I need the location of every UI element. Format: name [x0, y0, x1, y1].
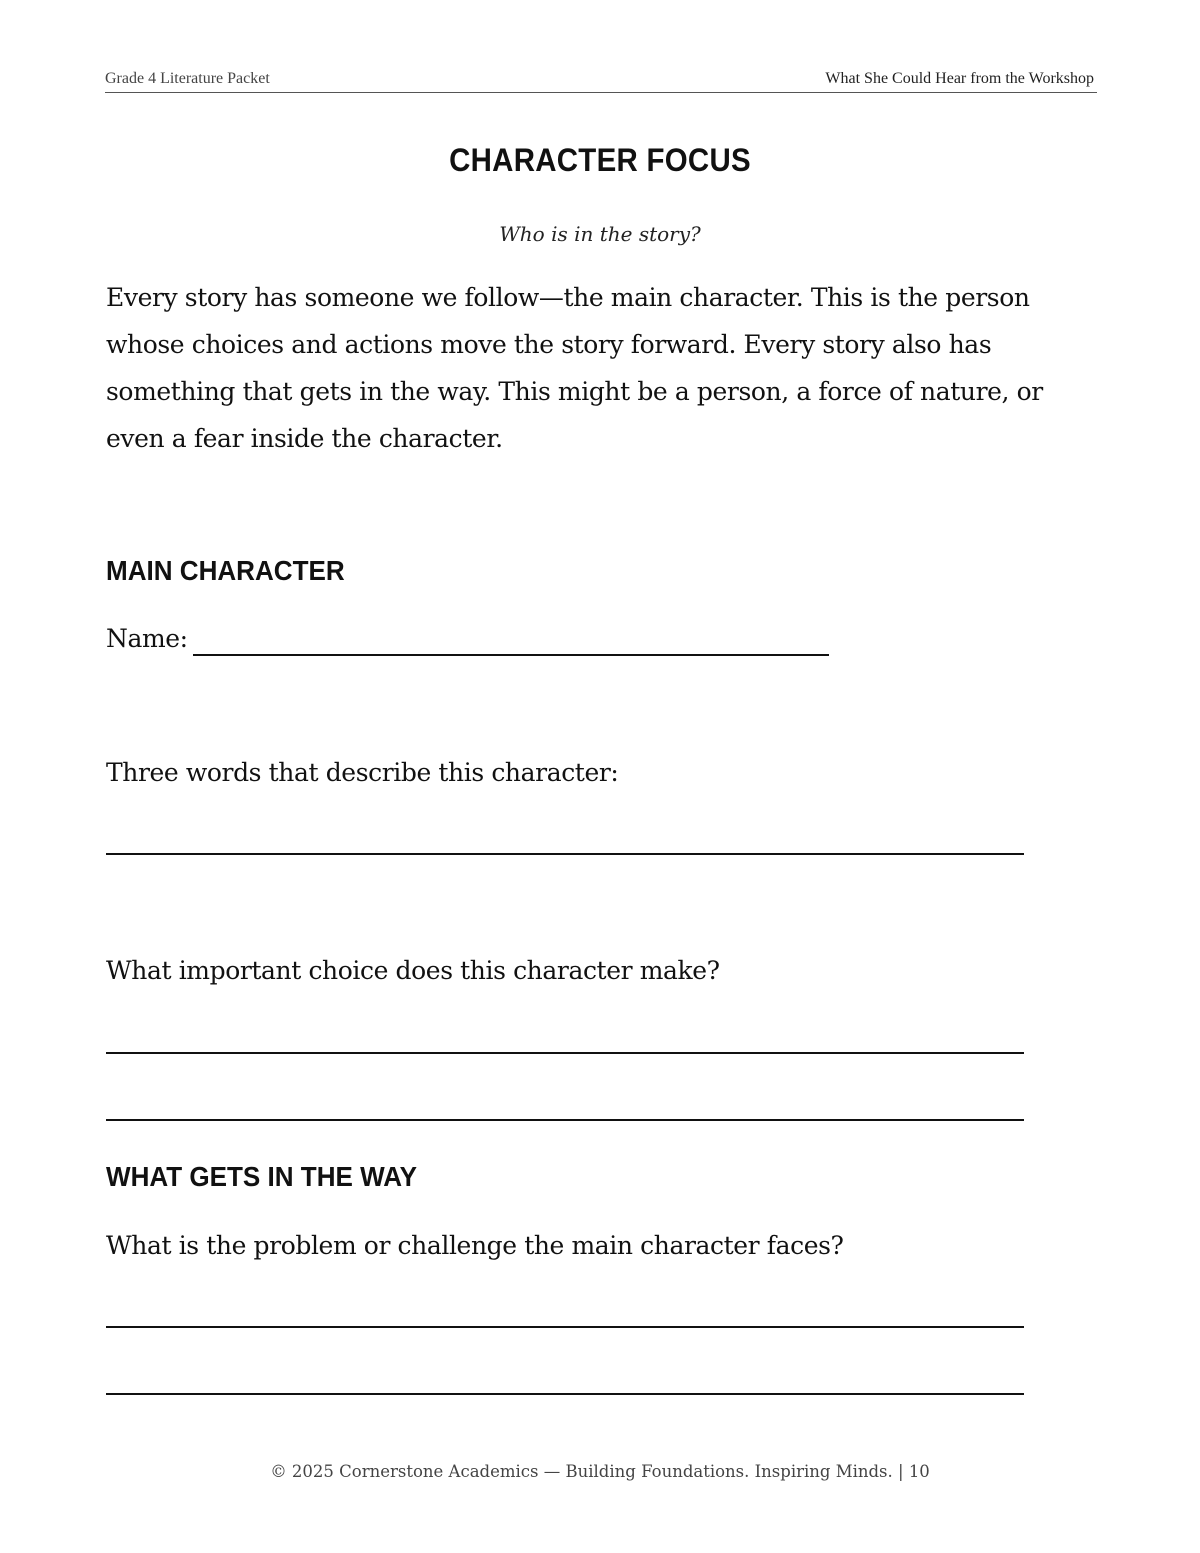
problem-prompt: What is the problem or challenge the main character faces? — [106, 1231, 844, 1260]
name-answer-line[interactable] — [193, 654, 829, 656]
describe-prompt: Three words that describe this character: — [106, 758, 619, 787]
problem-answer-line-2[interactable] — [106, 1393, 1024, 1395]
page-title: CHARACTER FOCUS — [449, 142, 751, 178]
choice-prompt: What important choice does this character make? — [106, 956, 720, 985]
running-header — [105, 68, 1097, 93]
obstacle-heading: WHAT GETS IN THE WAY — [106, 1161, 418, 1192]
name-label: Name: — [106, 624, 188, 653]
intro-paragraph: Every story has someone we follow—the main character. This is the person whose choices and actions move the story forward. Every story also has something that gets in the way. This might be a person, a force of nature, or even a fear inside the character. — [106, 283, 1043, 453]
describe-answer-line[interactable] — [106, 853, 1024, 855]
page-subtitle: Who is in the story? — [499, 222, 701, 246]
header-story-title: What She Could Hear from the Workshop — [825, 70, 1094, 87]
choice-answer-line-2[interactable] — [106, 1119, 1024, 1121]
choice-answer-line-1[interactable] — [106, 1052, 1024, 1054]
page-footer: © 2025 Cornerstone Academics — Building Foundations. Inspiring Minds. | 10 — [270, 1462, 930, 1481]
main-character-heading: MAIN CHARACTER — [106, 555, 345, 586]
header-packet-title: Grade 4 Literature Packet — [105, 70, 270, 87]
problem-answer-line-1[interactable] — [106, 1326, 1024, 1328]
